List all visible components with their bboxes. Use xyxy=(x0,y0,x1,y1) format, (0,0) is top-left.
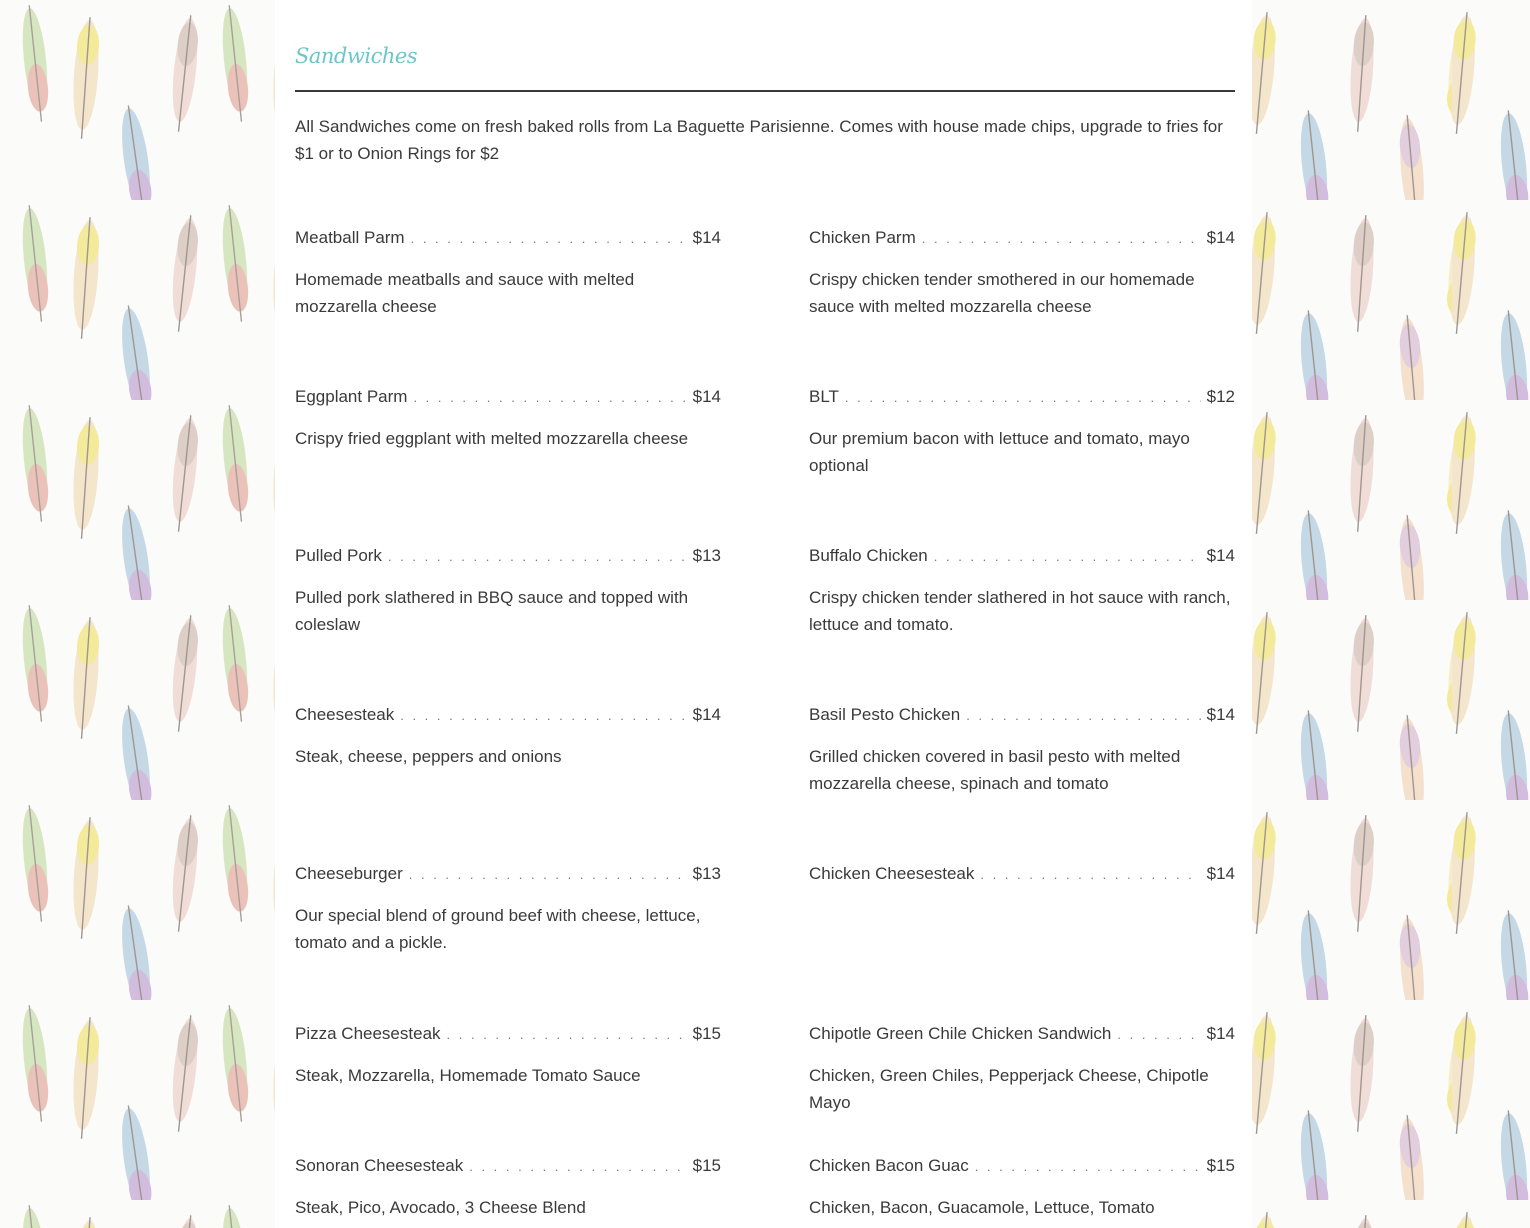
item-description: Pulled pork slathered in BBQ sauce and topped with coleslaw xyxy=(295,588,689,634)
dot-leader xyxy=(980,864,1200,886)
item-name: Basil Pesto Chicken xyxy=(809,705,961,724)
menu-item xyxy=(295,1023,721,1089)
item-name: Cheesesteak xyxy=(295,705,395,724)
item-price: $12 xyxy=(1206,387,1235,406)
section-title: Sandwiches xyxy=(295,44,418,68)
item-price: $14 xyxy=(1206,228,1235,247)
item-price: $14 xyxy=(692,387,721,406)
dot-leader xyxy=(469,1156,686,1178)
item-description: Chicken, Green Chiles, Pepperjack Cheese, Chipotle Mayo xyxy=(809,1066,1209,1112)
item-name: BLT xyxy=(809,387,839,406)
item-description: Homemade meatballs and sauce with melted mozzarella cheese xyxy=(295,270,635,316)
menu-item xyxy=(809,1023,1235,1116)
menu-item xyxy=(295,1155,721,1221)
item-name: Cheeseburger xyxy=(295,864,403,883)
item-price: $14 xyxy=(1206,864,1235,883)
item-price: $14 xyxy=(1206,1024,1235,1043)
item-price: $15 xyxy=(1206,1156,1235,1175)
item-description: Our premium bacon with lettuce and tomato, mayo optional xyxy=(809,429,1190,475)
item-price: $15 xyxy=(692,1156,721,1175)
item-name: Sonoran Cheesesteak xyxy=(295,1156,464,1175)
item-description: Crispy chicken tender slathered in hot sauce with ranch, lettuce and tomato. xyxy=(809,588,1231,634)
item-price: $13 xyxy=(692,864,721,883)
menu-item xyxy=(809,1155,1235,1221)
item-name: Pizza Cheesesteak xyxy=(295,1024,441,1043)
item-name: Eggplant Parm xyxy=(295,387,408,406)
item-name: Chicken Cheesesteak xyxy=(809,864,975,883)
item-description: Steak, Mozzarella, Homemade Tomato Sauce xyxy=(295,1066,641,1085)
item-name: Pulled Pork xyxy=(295,546,382,565)
dot-leader xyxy=(1117,1024,1200,1046)
dot-leader xyxy=(413,387,686,409)
dot-leader xyxy=(447,1024,687,1046)
dot-leader xyxy=(400,705,686,727)
item-name: Chicken Parm xyxy=(809,228,916,247)
item-name: Chicken Bacon Guac xyxy=(809,1156,969,1175)
menu-item xyxy=(809,704,1235,797)
dot-leader xyxy=(409,864,687,886)
menu-item xyxy=(295,545,721,638)
menu-item xyxy=(809,386,1235,479)
dot-leader xyxy=(966,705,1200,727)
item-description: Chicken, Bacon, Guacamole, Lettuce, Tomato xyxy=(809,1198,1155,1217)
item-description: Steak, Pico, Avocado, 3 Cheese Blend xyxy=(295,1198,586,1217)
dot-leader xyxy=(922,228,1201,250)
feather-pattern-left xyxy=(0,0,275,1228)
feather-icon xyxy=(1252,0,1530,1228)
item-description: Crispy fried eggplant with melted mozzarella cheese xyxy=(295,429,689,448)
menu-section xyxy=(275,0,1252,1228)
menu-item xyxy=(295,386,721,452)
item-name: Chipotle Green Chile Chicken Sandwich xyxy=(809,1024,1112,1043)
item-description: Steak, cheese, peppers and onions xyxy=(295,747,562,766)
section-intro: All Sandwiches come on fresh baked rolls from La Baguette Parisienne. Comes with house made chips, upgrade to fries for $1 or to Onion Rings for $2 xyxy=(295,117,1223,163)
item-name: Meatball Parm xyxy=(295,228,405,247)
menu-item xyxy=(809,863,1235,902)
dot-leader xyxy=(411,228,687,250)
menu-item xyxy=(295,704,721,770)
menu-item xyxy=(295,863,721,956)
section-divider xyxy=(295,90,1235,92)
feather-icon xyxy=(0,0,275,1228)
item-description: Crispy chicken tender smothered in our homemade sauce with melted mozzarella cheese xyxy=(809,270,1195,316)
menu-item xyxy=(295,227,721,320)
menu-item xyxy=(809,545,1235,638)
menu-item xyxy=(809,227,1235,320)
dot-leader xyxy=(388,546,687,568)
item-price: $14 xyxy=(692,705,721,724)
item-price: $13 xyxy=(692,546,721,565)
dot-leader xyxy=(934,546,1201,568)
item-price: $14 xyxy=(692,228,721,247)
item-description: Grilled chicken covered in basil pesto with melted mozzarella cheese, spinach and tomato xyxy=(809,747,1181,793)
item-price: $15 xyxy=(692,1024,721,1043)
item-price: $14 xyxy=(1206,546,1235,565)
item-name: Buffalo Chicken xyxy=(809,546,928,565)
item-description: Our special blend of ground beef with cheese, lettuce, tomato and a pickle. xyxy=(295,906,701,952)
dot-leader xyxy=(975,1156,1201,1178)
item-price: $14 xyxy=(1206,705,1235,724)
feather-pattern-right xyxy=(1252,0,1530,1228)
dot-leader xyxy=(845,387,1201,409)
